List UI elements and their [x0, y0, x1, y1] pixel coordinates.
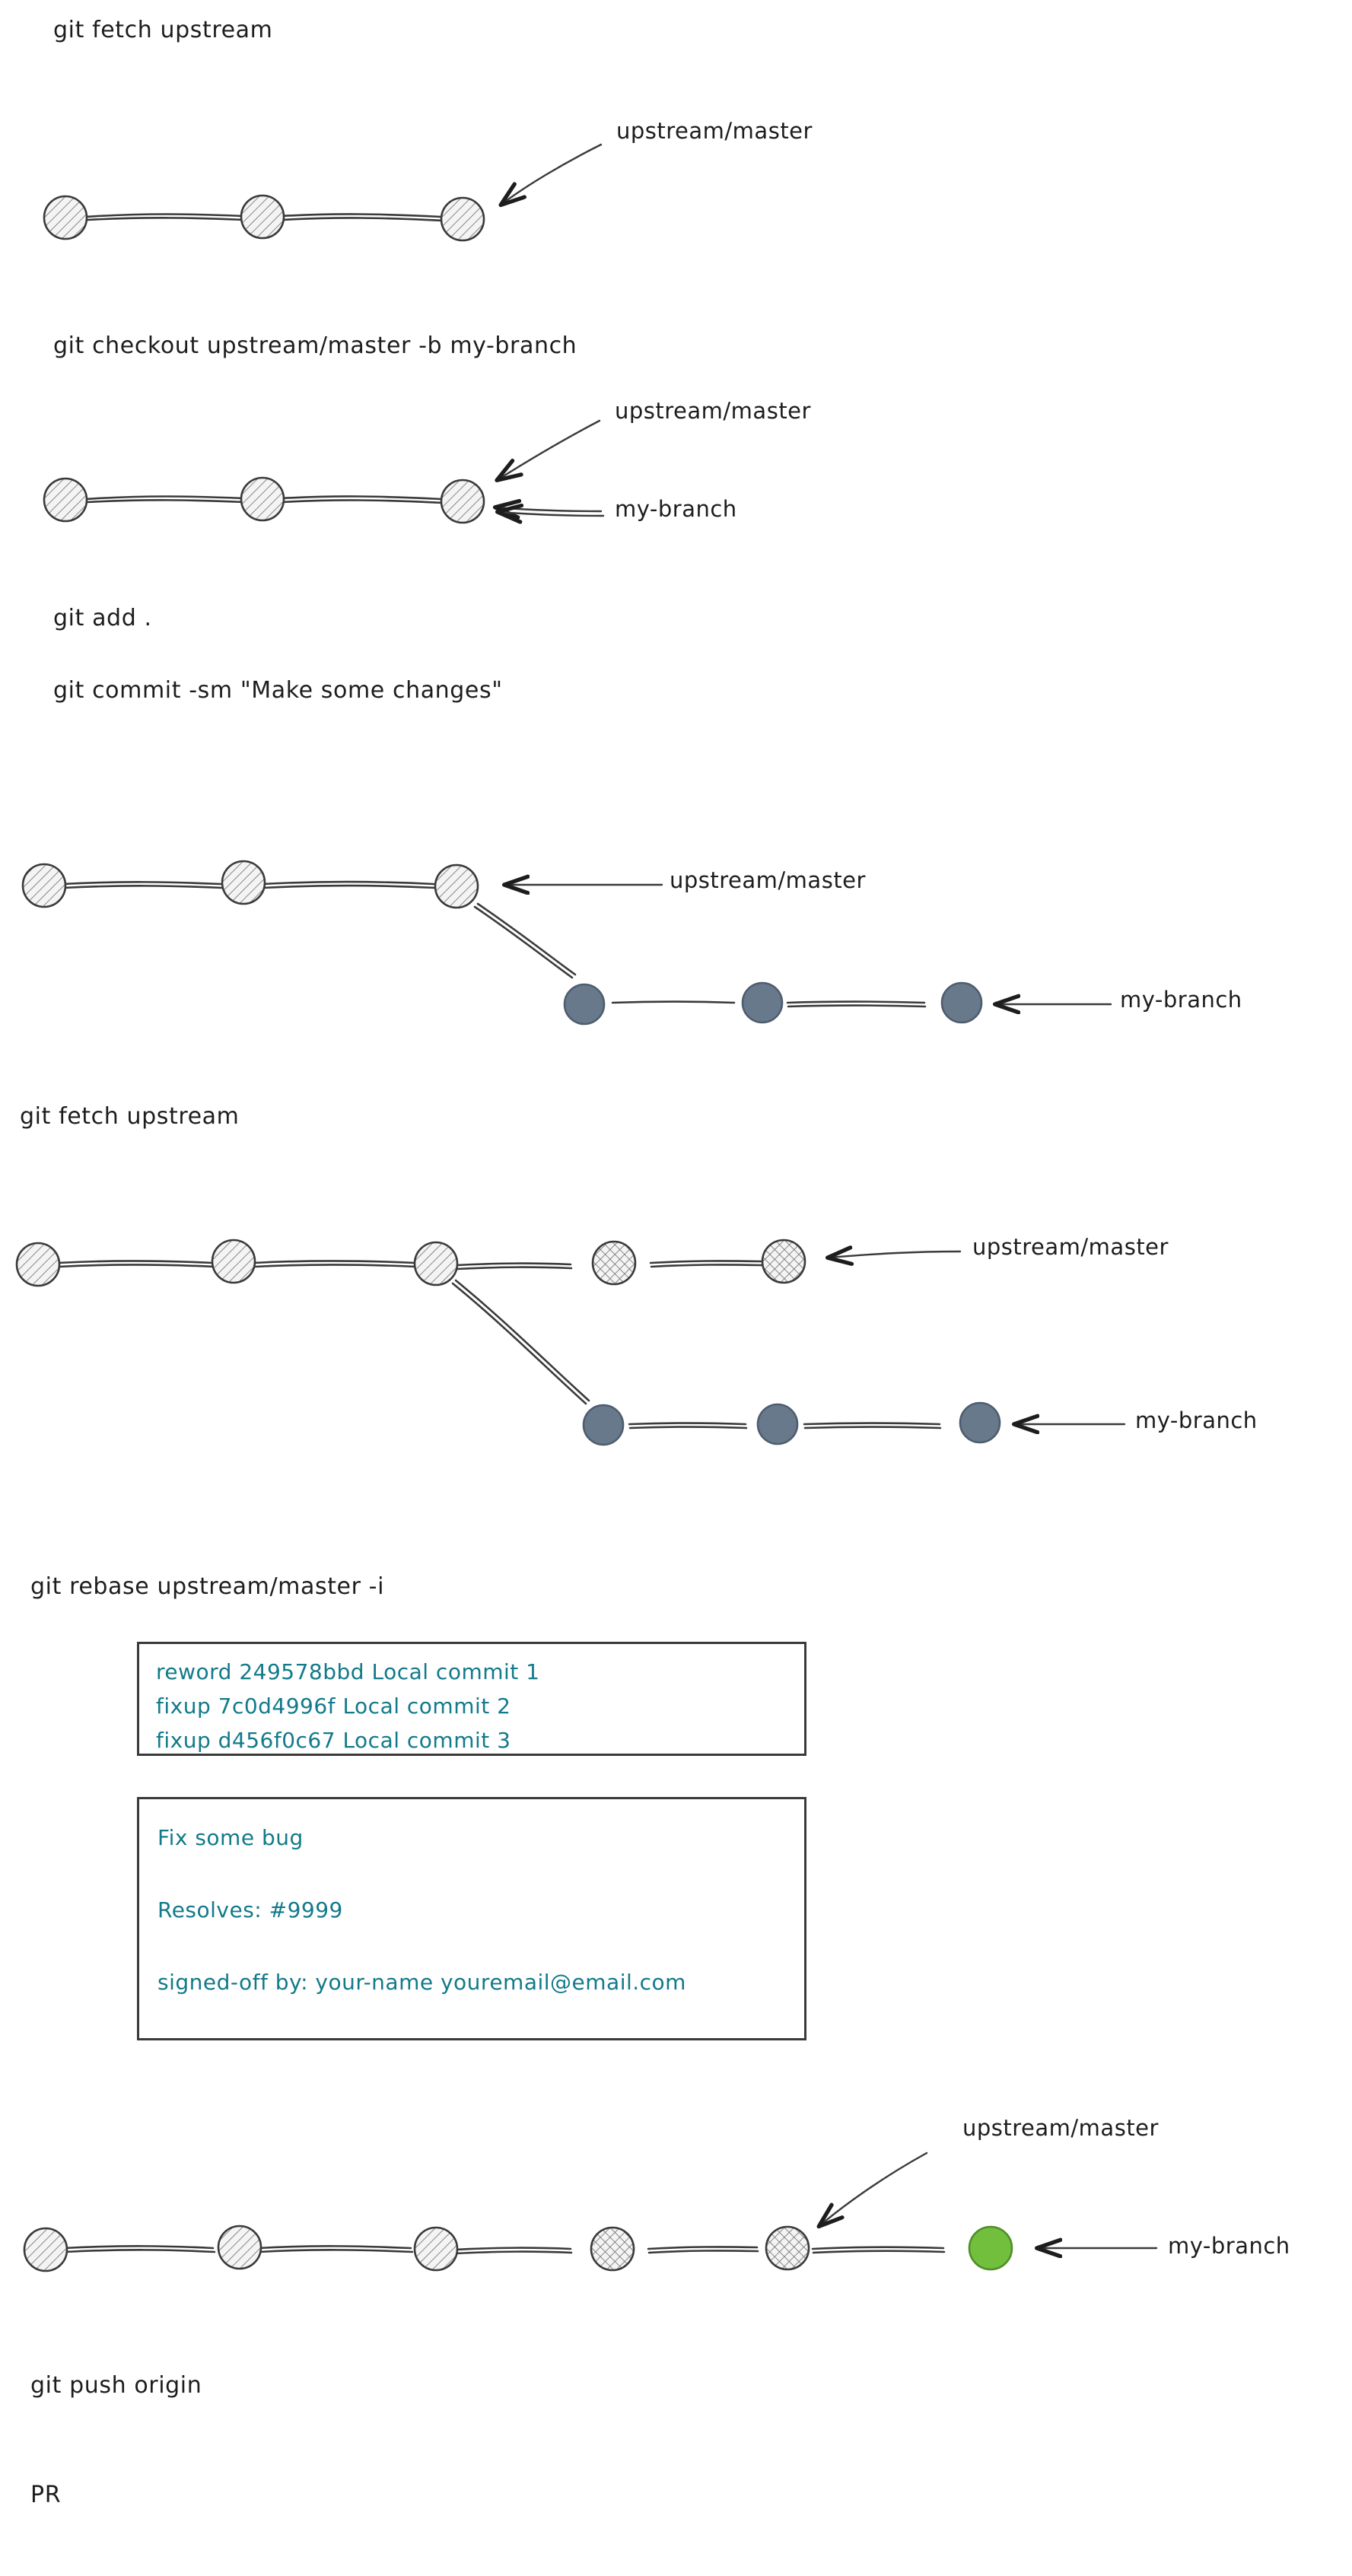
commit-message-box: [137, 1797, 806, 2040]
commit-message-signoff: signed-off by: your-name youremail@email.com: [157, 1970, 686, 1995]
label-pr: PR: [30, 2482, 62, 2508]
rebase-todo-box: [137, 1642, 806, 1756]
command-git-rebase: git rebase upstream/master -i: [30, 1573, 385, 1600]
label-my-branch-2: my-branch: [1120, 987, 1242, 1013]
command-git-push-origin: git push origin: [30, 2372, 202, 2399]
commit-message-subject: Fix some bug: [157, 1825, 304, 1850]
command-git-commit: git commit -sm "Make some changes": [53, 677, 503, 704]
label-upstream-master-1: upstream/master: [616, 118, 813, 144]
label-upstream-master-3: upstream/master: [670, 867, 866, 893]
label-upstream-master-2: upstream/master: [615, 398, 811, 424]
label-my-branch-1: my-branch: [615, 496, 737, 522]
command-git-add: git add .: [53, 605, 152, 631]
label-upstream-master-4: upstream/master: [972, 1234, 1169, 1260]
rebase-todo-line-2: fixup 7c0d4996f Local commit 2: [156, 1693, 511, 1719]
label-my-branch-3: my-branch: [1135, 1407, 1258, 1433]
commit-message-resolves: Resolves: #9999: [157, 1897, 343, 1922]
rebase-todo-line-3: fixup d456f0c67 Local commit 3: [156, 1728, 511, 1753]
command-git-fetch-upstream-2: git fetch upstream: [20, 1103, 240, 1130]
label-my-branch-4: my-branch: [1168, 2233, 1290, 2259]
command-git-checkout: git checkout upstream/master -b my-branch: [53, 332, 577, 359]
label-upstream-master-5: upstream/master: [962, 2115, 1159, 2141]
rebase-todo-line-1: reword 249578bbd Local commit 1: [156, 1659, 540, 1684]
command-git-fetch-upstream-1: git fetch upstream: [53, 17, 273, 43]
